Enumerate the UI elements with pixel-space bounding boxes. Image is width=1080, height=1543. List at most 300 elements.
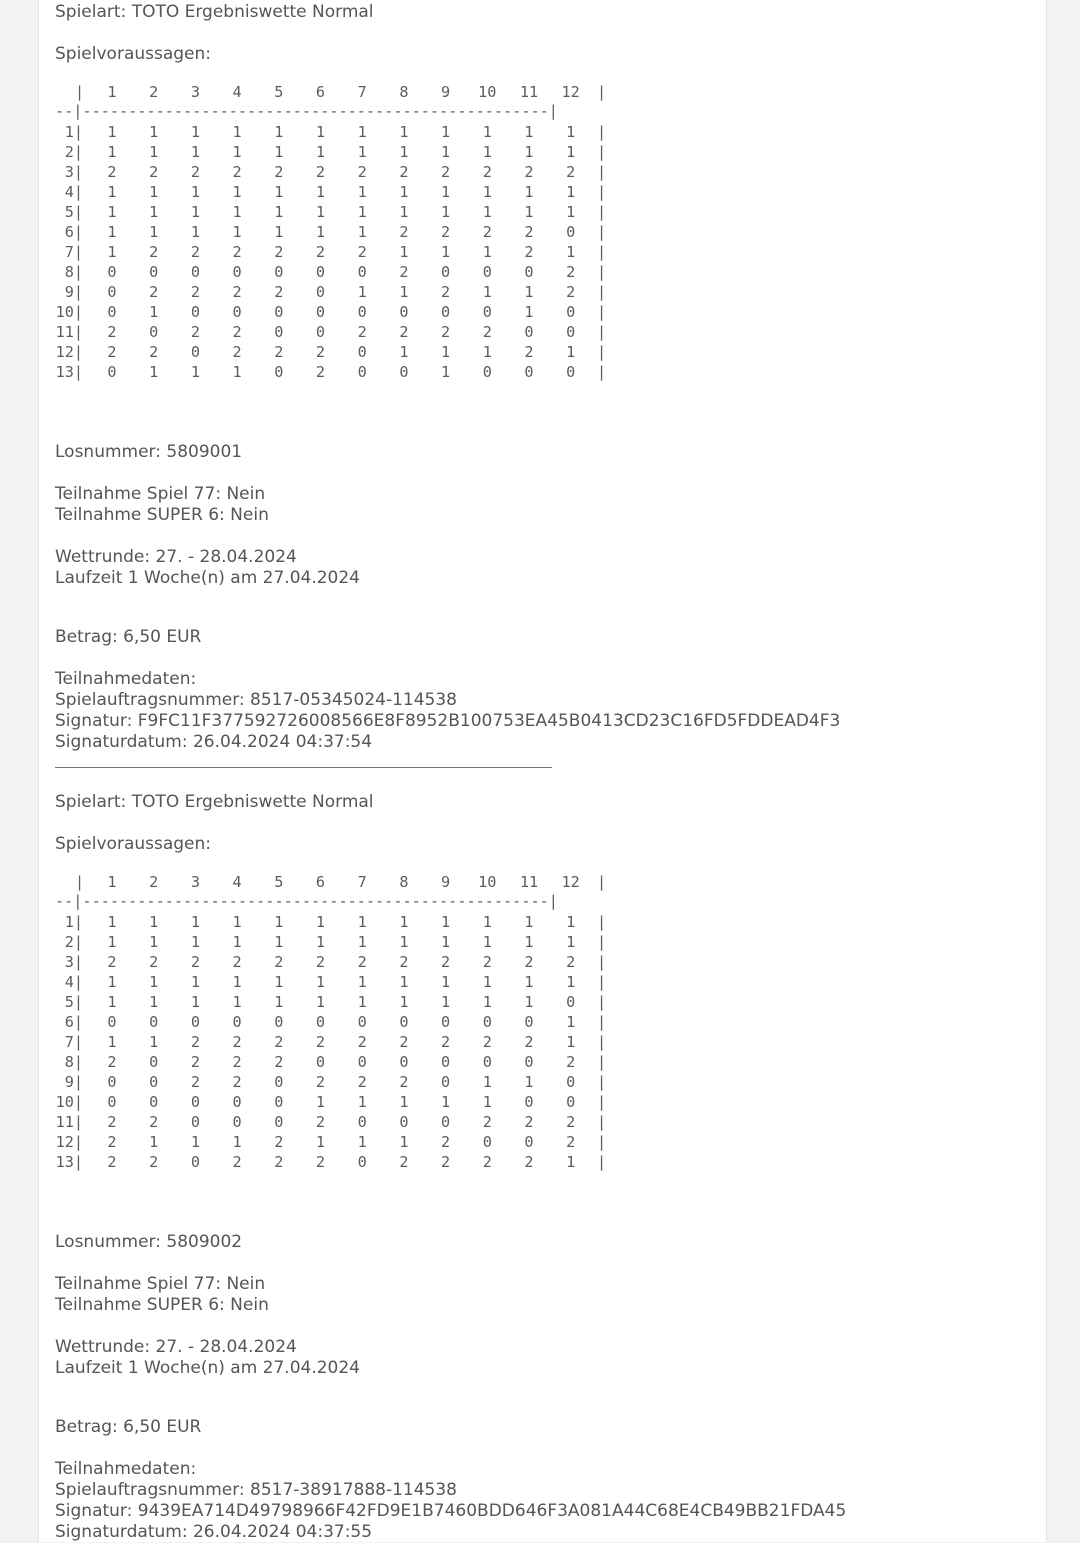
grid-border: | (597, 123, 607, 141)
grid-cell: 1 (441, 1093, 451, 1111)
grid-row-number: 5| (64, 203, 83, 221)
grid-cell: 0 (107, 303, 117, 321)
grid-row-number: 1| (64, 123, 83, 141)
grid-cell: 1 (399, 1133, 409, 1151)
grid-row-number: 9| (64, 283, 83, 301)
grid-cell: 2 (441, 223, 451, 241)
grid-cell: 0 (441, 1053, 451, 1071)
grid-cell: 1 (566, 973, 576, 991)
grid-cell: 2 (482, 323, 492, 341)
grid-column-header: 2 (149, 83, 159, 101)
grid-cell: 1 (357, 1133, 367, 1151)
grid-cell: 0 (357, 1153, 367, 1171)
grid-cell: 2 (274, 163, 284, 181)
grid-row-number: 4| (64, 183, 83, 201)
grid-cell: 2 (482, 1033, 492, 1051)
grid-cell: 0 (357, 263, 367, 281)
grid-cell: 1 (524, 203, 534, 221)
grid-cell: 1 (566, 243, 576, 261)
grid-cell: 1 (149, 183, 159, 201)
grid-column-header: 4 (232, 83, 242, 101)
grid-cell: 1 (107, 223, 117, 241)
grid-cell: 1 (441, 973, 451, 991)
grid-cell: 1 (315, 993, 326, 1011)
grid-cell: 0 (149, 323, 159, 341)
grid-border: | (597, 1113, 607, 1131)
spiel77-text: Teilnahme Spiel 77: Nein (55, 484, 266, 504)
signatur-text: Signatur: F9FC11F377592726008566E8F8952B100753EA45B0413CD23C16FD5FDDEAD4F3 (55, 711, 841, 731)
grid-cell: 1 (566, 1153, 576, 1171)
grid-cell: 1 (149, 1033, 159, 1051)
grid-cell: 1 (107, 123, 117, 141)
grid-cell: 1 (107, 243, 117, 261)
grid-row-number: 10| (55, 1093, 83, 1111)
grid-cell: 1 (399, 913, 409, 931)
grid-cell: 2 (315, 163, 326, 181)
grid-cell: 0 (524, 363, 534, 381)
grid-cell: 1 (149, 203, 159, 221)
grid-cell: 1 (232, 143, 242, 161)
grid-cell: 2 (107, 1053, 117, 1071)
grid-separator: --|---------------------------------------------------| (55, 892, 558, 910)
grid-cell: 2 (274, 1033, 284, 1051)
grid-row-number: 3| (64, 163, 83, 181)
grid-cell: 1 (274, 223, 284, 241)
grid-cell: 0 (232, 1013, 242, 1031)
grid-cell: 2 (107, 163, 117, 181)
grid-cell: 0 (107, 263, 117, 281)
betrag-text: Betrag: 6,50 EUR (55, 627, 202, 647)
grid-cell: 1 (190, 183, 200, 201)
grid-cell: 0 (149, 263, 159, 281)
grid-cell: 2 (274, 283, 284, 301)
grid-cell: 0 (524, 263, 534, 281)
grid-cell: 1 (232, 913, 242, 931)
grid-cell: 1 (149, 913, 159, 931)
grid-cell: 1 (482, 143, 492, 161)
spielauftragsnummer-text: Spielauftragsnummer: 8517-05345024-114538 (55, 690, 457, 710)
grid-row-number: 3| (64, 953, 83, 971)
grid-cell: 1 (566, 203, 576, 221)
grid-cell: 2 (190, 1053, 200, 1071)
grid-cell: 1 (357, 913, 367, 931)
grid-cell: 1 (441, 143, 451, 161)
grid-cell: 1 (107, 1033, 117, 1051)
grid-cell: 1 (232, 223, 242, 241)
grid-border: | (597, 243, 607, 261)
grid-cell: 0 (190, 343, 200, 361)
grid-cell: 0 (482, 1013, 492, 1031)
grid-row-number: 6| (64, 1013, 83, 1031)
grid-cell: 0 (149, 1053, 159, 1071)
grid-cell: 0 (399, 303, 409, 321)
grid-row-number: 11| (55, 1113, 83, 1131)
grid-cell: 2 (190, 243, 200, 261)
grid-cell: 2 (315, 363, 326, 381)
grid-column-header: 10 (478, 83, 497, 101)
grid-cell: 0 (399, 363, 409, 381)
grid-cell: 2 (107, 1133, 117, 1151)
grid-cell: 2 (441, 1033, 451, 1051)
grid-cell: 0 (232, 1113, 242, 1131)
grid-cell: 2 (190, 323, 200, 341)
grid-cell: 2 (315, 1073, 326, 1091)
grid-cell: 0 (107, 1073, 117, 1091)
grid-border: | (75, 873, 85, 891)
grid-cell: 0 (524, 1133, 534, 1151)
grid-row-number: 7| (64, 243, 83, 261)
grid-cell: 0 (566, 1073, 576, 1091)
grid-cell: 1 (232, 933, 242, 951)
grid-cell: 1 (274, 123, 284, 141)
grid-cell: 2 (357, 323, 367, 341)
grid-cell: 2 (357, 1033, 367, 1051)
grid-column-header: 12 (561, 83, 580, 101)
grid-cell: 1 (274, 933, 284, 951)
grid-cell: 2 (399, 163, 409, 181)
grid-column-header: 7 (357, 873, 367, 891)
grid-cell: 2 (566, 953, 576, 971)
teilnahmedaten-label: Teilnahmedaten: (55, 1459, 197, 1479)
grid-cell: 0 (524, 1053, 534, 1071)
grid-cell: 2 (107, 323, 117, 341)
grid-cell: 1 (441, 203, 451, 221)
wettrunde-text: Wettrunde: 27. - 28.04.2024 (55, 547, 297, 567)
grid-cell: 2 (482, 1153, 492, 1171)
grid-border: | (597, 933, 607, 951)
grid-cell: 2 (357, 243, 367, 261)
grid-cell: 2 (315, 343, 326, 361)
grid-cell: 1 (566, 933, 576, 951)
grid-cell: 0 (274, 1073, 284, 1091)
grid-row-number: 13| (55, 363, 83, 381)
grid-column-header: 8 (399, 873, 409, 891)
grid-cell: 1 (190, 203, 200, 221)
grid-cell: 0 (357, 363, 367, 381)
grid-cell: 1 (274, 183, 284, 201)
grid-row-number: 9| (64, 1073, 83, 1091)
grid-cell: 2 (524, 1113, 534, 1131)
grid-cell: 0 (149, 1073, 159, 1091)
grid-cell: 1 (399, 933, 409, 951)
grid-cell: 2 (232, 283, 242, 301)
grid-cell: 0 (232, 1093, 242, 1111)
grid-cell: 2 (232, 323, 242, 341)
grid-cell: 1 (566, 1013, 576, 1031)
grid-cell: 2 (315, 1153, 326, 1171)
grid-cell: 1 (149, 123, 159, 141)
grid-cell: 2 (274, 1053, 284, 1071)
grid-cell: 1 (315, 1093, 326, 1111)
grid-cell: 1 (315, 123, 326, 141)
grid-cell: 1 (190, 363, 200, 381)
grid-cell: 2 (441, 1153, 451, 1171)
grid-cell: 0 (482, 263, 492, 281)
super6-text: Teilnahme SUPER 6: Nein (55, 505, 269, 525)
grid-cell: 1 (399, 343, 409, 361)
grid-cell: 0 (190, 1113, 200, 1131)
grid-cell: 2 (399, 223, 409, 241)
grid-cell: 1 (107, 973, 117, 991)
grid-cell: 1 (399, 183, 409, 201)
grid-cell: 1 (190, 143, 200, 161)
grid-cell: 2 (149, 243, 159, 261)
grid-column-header: 1 (107, 873, 117, 891)
grid-cell: 2 (232, 1153, 242, 1171)
grid-cell: 1 (399, 993, 409, 1011)
grid-cell: 1 (441, 123, 451, 141)
grid-cell: 2 (107, 343, 117, 361)
grid-cell: 2 (524, 163, 534, 181)
grid-cell: 1 (232, 973, 242, 991)
grid-cell: 0 (315, 1013, 326, 1031)
grid-cell: 1 (357, 933, 367, 951)
grid-cell: 2 (566, 1053, 576, 1071)
grid-cell: 2 (149, 283, 159, 301)
spiel77-text: Teilnahme Spiel 77: Nein (55, 1274, 266, 1294)
grid-border: | (597, 953, 607, 971)
grid-cell: 1 (482, 183, 492, 201)
grid-cell: 0 (274, 303, 284, 321)
grid-cell: 0 (441, 1013, 451, 1031)
grid-column-header: 6 (315, 873, 326, 891)
grid-cell: 1 (566, 1033, 576, 1051)
grid-cell: 2 (399, 263, 409, 281)
grid-cell: 0 (441, 263, 451, 281)
grid-column-header: 11 (519, 873, 539, 891)
grid-row-number: 12| (55, 343, 83, 361)
grid-cell: 2 (149, 1113, 159, 1131)
grid-cell: 1 (357, 123, 367, 141)
grid-cell: 0 (274, 1113, 284, 1131)
grid-row-number: 13| (55, 1153, 83, 1171)
grid-column-header: 3 (190, 83, 200, 101)
laufzeit-text: Laufzeit 1 Woche(n) am 27.04.2024 (55, 1358, 360, 1378)
signatur-text: Signatur: 9439EA714D49798966F42FD9E1B7460BDD646F3A081A44C68E4CB49BB21FDA45 (55, 1501, 847, 1521)
grid-cell: 2 (399, 953, 409, 971)
spielart-text: Spielart: TOTO Ergebniswette Normal (55, 792, 374, 812)
grid-cell: 1 (441, 993, 451, 1011)
grid-cell: 1 (315, 203, 326, 221)
super6-text: Teilnahme SUPER 6: Nein (55, 1295, 269, 1315)
grid-cell: 2 (107, 1153, 117, 1171)
grid-cell: 1 (399, 1093, 409, 1111)
grid-border: | (597, 163, 607, 181)
grid-row-number: 1| (64, 913, 83, 931)
grid-cell: 2 (315, 1033, 326, 1051)
grid-cell: 1 (524, 973, 534, 991)
grid-cell: 0 (399, 1013, 409, 1031)
grid-row-number: 6| (64, 223, 83, 241)
grid-cell: 2 (441, 283, 451, 301)
grid-cell: 2 (524, 953, 534, 971)
grid-column-header: 5 (274, 83, 284, 101)
grid-cell: 1 (482, 933, 492, 951)
grid-row-number: 12| (55, 1133, 83, 1151)
grid-cell: 1 (190, 223, 200, 241)
grid-cell: 1 (357, 973, 367, 991)
grid-cell: 0 (315, 1053, 326, 1071)
grid-column-header: 3 (190, 873, 200, 891)
grid-cell: 1 (315, 913, 326, 931)
grid-row-number: 8| (64, 263, 83, 281)
grid-cell: 1 (399, 143, 409, 161)
grid-border: | (597, 143, 607, 161)
grid-cell: 1 (482, 993, 492, 1011)
grid-cell: 1 (107, 913, 117, 931)
grid-cell: 1 (441, 343, 451, 361)
grid-cell: 1 (524, 303, 534, 321)
grid-cell: 1 (149, 993, 159, 1011)
grid-separator: --|---------------------------------------------------| (55, 102, 558, 120)
grid-column-header: 7 (357, 83, 367, 101)
grid-cell: 0 (274, 363, 284, 381)
grid-cell: 1 (357, 143, 367, 161)
grid-cell: 1 (482, 973, 492, 991)
grid-cell: 1 (524, 123, 534, 141)
grid-cell: 1 (357, 993, 367, 1011)
grid-cell: 1 (149, 363, 159, 381)
grid-cell: 1 (232, 203, 242, 221)
grid-cell: 2 (524, 223, 534, 241)
grid-border: | (597, 973, 607, 991)
grid-cell: 1 (274, 143, 284, 161)
grid-cell: 1 (524, 283, 534, 301)
grid-cell: 0 (441, 1073, 451, 1091)
grid-cell: 1 (566, 143, 576, 161)
grid-column-header: 1 (107, 83, 117, 101)
grid-cell: 2 (190, 953, 200, 971)
grid-border: | (597, 283, 607, 301)
grid-cell: 2 (482, 223, 492, 241)
grid-border: | (597, 873, 607, 891)
grid-cell: 1 (357, 1093, 367, 1111)
losnummer-text: Losnummer: 5809001 (55, 442, 243, 462)
grid-cell: 2 (524, 1033, 534, 1051)
grid-cell: 0 (524, 1013, 534, 1031)
grid-column-header: 4 (232, 873, 242, 891)
grid-border: | (597, 263, 607, 281)
grid-cell: 2 (232, 243, 242, 261)
grid-cell: 1 (149, 1133, 159, 1151)
grid-cell: 1 (274, 203, 284, 221)
grid-cell: 1 (441, 363, 451, 381)
signaturdatum-text: Signaturdatum: 26.04.2024 04:37:55 (55, 1522, 373, 1542)
grid-cell: 2 (232, 953, 242, 971)
grid-border: | (75, 83, 85, 101)
grid-cell: 2 (190, 283, 200, 301)
grid-cell: 1 (482, 123, 492, 141)
grid-border: | (597, 1153, 607, 1171)
grid-cell: 1 (149, 143, 159, 161)
grid-cell: 2 (566, 1113, 576, 1131)
grid-cell: 1 (232, 183, 242, 201)
grid-cell: 0 (107, 363, 117, 381)
grid-cell: 1 (190, 993, 200, 1011)
grid-cell: 2 (441, 323, 451, 341)
ticket-divider (55, 767, 552, 768)
grid-cell: 1 (441, 183, 451, 201)
grid-cell: 1 (524, 1073, 534, 1091)
grid-cell: 1 (357, 183, 367, 201)
grid-cell: 2 (399, 1153, 409, 1171)
grid-cell: 0 (232, 303, 242, 321)
grid-cell: 2 (357, 953, 367, 971)
grid-border: | (597, 183, 607, 201)
grid-column-header: 10 (478, 873, 497, 891)
grid-cell: 1 (441, 933, 451, 951)
grid-border: | (597, 323, 607, 341)
grid-cell: 1 (524, 143, 534, 161)
grid-cell: 0 (107, 1093, 117, 1111)
grid-cell: 2 (441, 163, 451, 181)
grid-cell: 2 (315, 953, 326, 971)
grid-cell: 0 (441, 1113, 451, 1131)
betrag-text: Betrag: 6,50 EUR (55, 1417, 202, 1437)
grid-column-header: 5 (274, 873, 284, 891)
grid-cell: 2 (441, 1133, 451, 1151)
grid-cell: 1 (232, 1133, 242, 1151)
grid-cell: 0 (524, 323, 534, 341)
signaturdatum-text: Signaturdatum: 26.04.2024 04:37:54 (55, 732, 373, 752)
grid-column-header: 6 (315, 83, 326, 101)
grid-cell: 1 (399, 243, 409, 261)
laufzeit-text: Laufzeit 1 Woche(n) am 27.04.2024 (55, 568, 360, 588)
grid-cell: 0 (357, 1113, 367, 1131)
grid-cell: 1 (524, 183, 534, 201)
grid-cell: 0 (482, 303, 492, 321)
grid-cell: 1 (190, 973, 200, 991)
grid-cell: 1 (107, 183, 117, 201)
grid-border: | (597, 913, 607, 931)
grid-cell: 1 (107, 993, 117, 1011)
grid-cell: 0 (274, 323, 284, 341)
grid-row-number: 4| (64, 973, 83, 991)
grid-row-number: 7| (64, 1033, 83, 1051)
grid-cell: 0 (274, 263, 284, 281)
grid-cell: 1 (107, 143, 117, 161)
grid-column-header: 12 (561, 873, 580, 891)
grid-cell: 1 (149, 973, 159, 991)
grid-border: | (597, 223, 607, 241)
grid-cell: 2 (149, 163, 159, 181)
grid-cell: 0 (274, 1013, 284, 1031)
grid-border: | (597, 303, 607, 321)
grid-cell: 0 (107, 283, 117, 301)
spielart-text: Spielart: TOTO Ergebniswette Normal (55, 2, 374, 22)
grid-cell: 2 (107, 1113, 117, 1131)
grid-cell: 2 (149, 953, 159, 971)
grid-border: | (597, 1073, 607, 1091)
grid-cell: 2 (190, 1073, 200, 1091)
grid-cell: 0 (315, 303, 326, 321)
grid-column-header: 11 (519, 83, 539, 101)
spielauftragsnummer-text: Spielauftragsnummer: 8517-38917888-114538 (55, 1480, 457, 1500)
grid-cell: 0 (190, 1093, 200, 1111)
grid-cell: 2 (232, 343, 242, 361)
grid-cell: 1 (441, 913, 451, 931)
grid-cell: 1 (482, 203, 492, 221)
grid-cell: 2 (566, 283, 576, 301)
grid-cell: 2 (357, 1073, 367, 1091)
grid-cell: 2 (149, 343, 159, 361)
grid-cell: 1 (357, 223, 367, 241)
grid-column-header: 8 (399, 83, 409, 101)
grid-border: | (597, 1013, 607, 1031)
grid-column-header: 2 (149, 873, 159, 891)
grid-cell: 2 (566, 263, 576, 281)
grid-cell: 0 (441, 303, 451, 321)
